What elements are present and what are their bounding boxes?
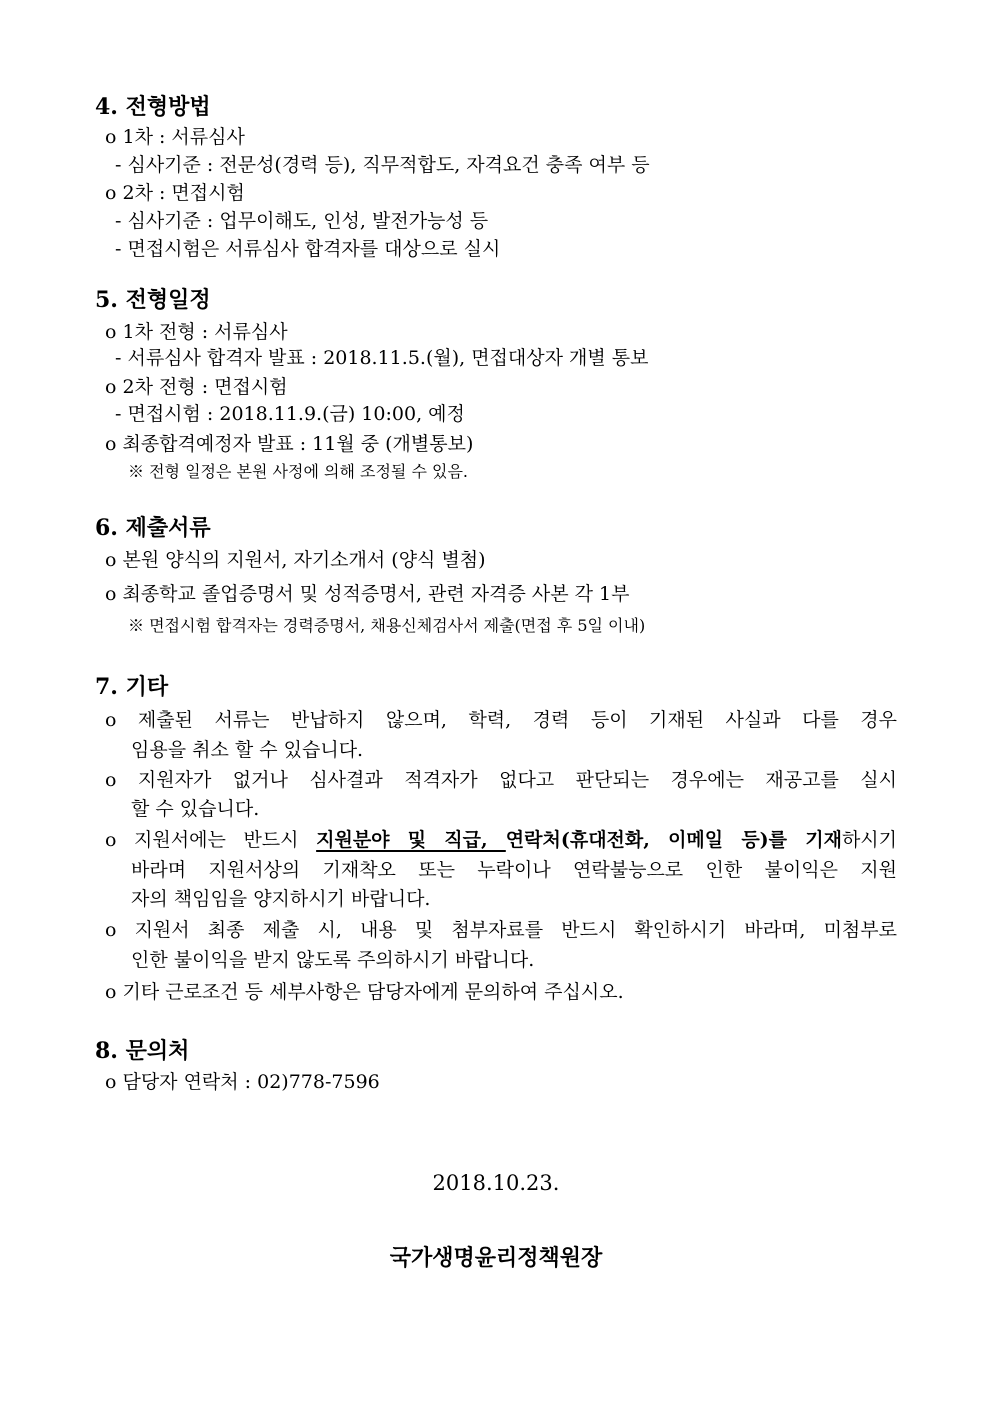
section-7-item-3-cont-1: 바라며 지원서상의 기재착오 또는 누락이나 연락불능으로 인한 불이익은 지원 [131,859,897,881]
section-7-item-5: o 기타 근로조건 등 세부사항은 담당자에게 문의하여 주십시오. [105,981,624,1003]
document-date: 2018.10.23. [432,1171,560,1195]
section-6-item-1: o 본원 양식의 지원서, 자기소개서 (양식 별첨) [105,549,486,571]
section-6-item-2: o 최종학교 졸업증명서 및 성적증명서, 관련 자격증 사본 각 1부 [105,583,630,605]
section-4-item-2: o 2차 : 면접시험 [105,182,245,204]
section-7-item-4: o 지원서 최종 제출 시, 내용 및 첨부자료를 반드시 확인하시기 바라며, 미첨부로 [105,919,897,941]
section-4-sub-3: - 면접시험은 서류심사 합격자를 대상으로 실시 [115,238,501,260]
section-5-note: ※ 전형 일정은 본원 사정에 의해 조정될 수 있음. [128,462,468,481]
section-6-note: ※ 면접시험 합격자는 경력증명서, 채용신체검사서 제출(면접 후 5일 이내) [128,616,646,635]
section-4-sub-2: - 심사기준 : 업무이해도, 인성, 발전가능성 등 [115,210,489,232]
section-5-heading: 5. 전형일정 [95,287,211,313]
section-7-item-1: o 제출된 서류는 반납하지 않으며, 학력, 경력 등이 기재된 사실과 다를 경우 [105,709,897,731]
section-7-item-3-post: 하시기 [841,829,897,851]
section-7-item-2-cont: 할 수 있습니다. [131,798,260,820]
section-7-item-3-pre: o 지원서에는 반드시 [105,829,317,851]
section-7-item-2: o 지원자가 없거나 심사결과 적격자가 없다고 판단되는 경우에는 재공고를 실시 [105,769,897,791]
section-4-heading: 4. 전형방법 [95,94,211,120]
section-6-heading: 6. 제출서류 [95,515,211,541]
section-4-item-1: o 1차 : 서류심사 [105,126,245,148]
issuer-name: 국가생명윤리정책원장 [389,1245,603,1271]
section-7-item-4-cont: 인한 불이익을 받지 않도록 주의하시기 바랍니다. [131,949,535,971]
section-7-item-3-bold: 연락처(휴대전화, 이메일 등)를 기재 [505,829,842,851]
section-7-item-3-cont-2: 자의 책임임을 양지하시기 바랍니다. [131,888,431,910]
section-7-heading: 7. 기타 [95,674,169,700]
section-8-heading: 8. 문의처 [95,1038,190,1064]
section-5-item-3: o 최종합격예정자 발표 : 11월 중 (개별통보) [105,433,474,455]
section-5-item-2: o 2차 전형 : 면접시험 [105,376,288,398]
section-5-item-1: o 1차 전형 : 서류심사 [105,321,288,343]
section-5-sub-2: - 면접시험 : 2018.11.9.(금) 10:00, 예정 [115,403,465,425]
section-7-item-3 [105,826,897,854]
section-4-sub-1: - 심사기준 : 전문성(경력 등), 직무적합도, 자격요건 충족 여부 등 [115,154,650,176]
section-8-item-1: o 담당자 연락처 : 02)778-7596 [105,1071,380,1093]
section-5-sub-1: - 서류심사 합격자 발표 : 2018.11.5.(월), 면접대상자 개별 통보 [115,347,649,369]
section-7-item-1-cont: 임용을 취소 할 수 있습니다. [131,739,364,761]
section-7-item-3-underlined: 지원분야 및 직급, [316,829,506,851]
